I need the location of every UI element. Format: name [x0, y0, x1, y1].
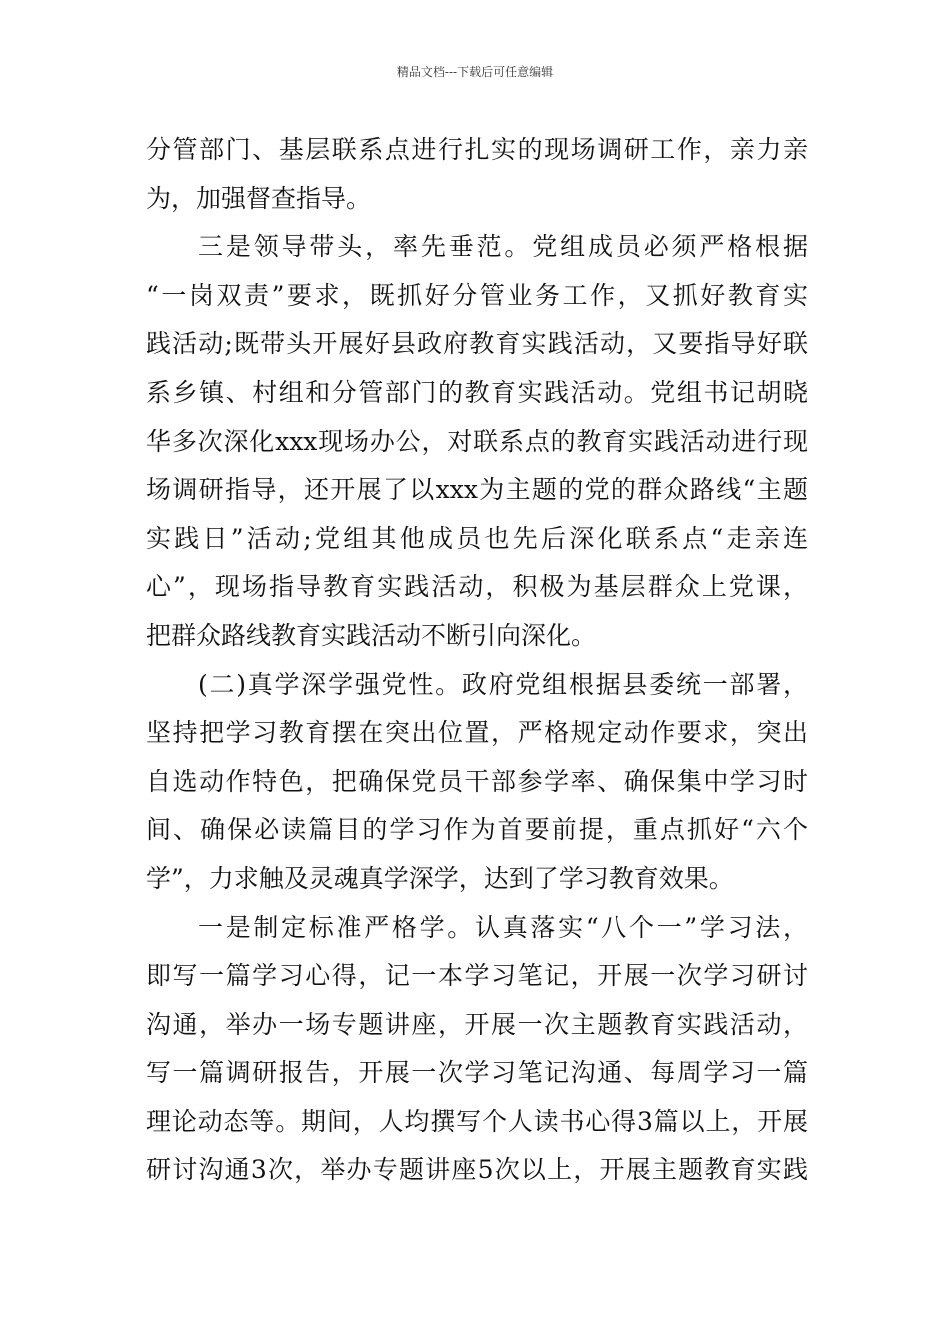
- text-line: 践活动;既带头开展好县政府教育实践活动，又要指导好联: [146, 329, 808, 359]
- text-line: 自选动作特色，把确保党员干部参学率、确保集中学习时: [146, 766, 808, 796]
- text-line: (二)真学深学强党性。政府党组根据县委统一部署，: [198, 669, 808, 699]
- text-line: “一岗双责”要求，既抓好分管业务工作，又抓好教育实: [146, 280, 808, 310]
- body-text: [146, 126, 808, 1195]
- text-line: 即写一篇学习心得，记一本学习笔记，开展一次学习研讨: [146, 961, 808, 991]
- text-line: 一是制定标准严格学。认真落实“八个一”学习法，: [198, 912, 808, 942]
- text-line: 间、确保必读篇目的学习作为首要前提，重点抓好“六个: [146, 815, 808, 845]
- text-line: 学”，力求触及灵魂真学深学，达到了学习教育效果。: [146, 863, 734, 893]
- text-line: 沟通，举办一场专题讲座，开展一次主题教育实践活动，: [146, 1009, 808, 1039]
- text-line: 场调研指导，还开展了以xxx为主题的党的群众路线“主题: [146, 475, 808, 505]
- text-line: 坚持把学习教育摆在突出位置，严格规定动作要求，突出: [146, 718, 808, 748]
- page-header: 精品文档---下载后可任意编辑: [396, 65, 554, 79]
- text-line: 理论动态等。期间，人均撰写个人读书心得3篇以上，开展: [146, 1106, 808, 1136]
- text-line: 为，加强督查指导。: [146, 183, 372, 213]
- text-line: 研讨沟通3次，举办专题讲座5次以上，开展主题教育实践: [146, 1155, 808, 1185]
- text-line: 把群众路线教育实践活动不断引向深化。: [146, 620, 597, 650]
- text-line: 心”，现场指导教育实践活动，积极为基层群众上党课，: [146, 572, 808, 602]
- text-line: 分管部门、基层联系点进行扎实的现场调研工作，亲力亲: [146, 135, 808, 164]
- text-line: 写一篇调研报告，开展一次学习笔记沟通、每周学习一篇: [146, 1058, 808, 1088]
- text-line: 华多次深化xxx现场办公，对联系点的教育实践活动进行现: [146, 426, 808, 456]
- text-line: 系乡镇、村组和分管部门的教育实践活动。党组书记胡晓: [146, 377, 808, 407]
- text-line: 实践日”活动;党组其他成员也先后深化联系点“走亲连: [146, 523, 808, 553]
- text-line: 三是领导带头，率先垂范。党组成员必须严格根据: [198, 232, 808, 262]
